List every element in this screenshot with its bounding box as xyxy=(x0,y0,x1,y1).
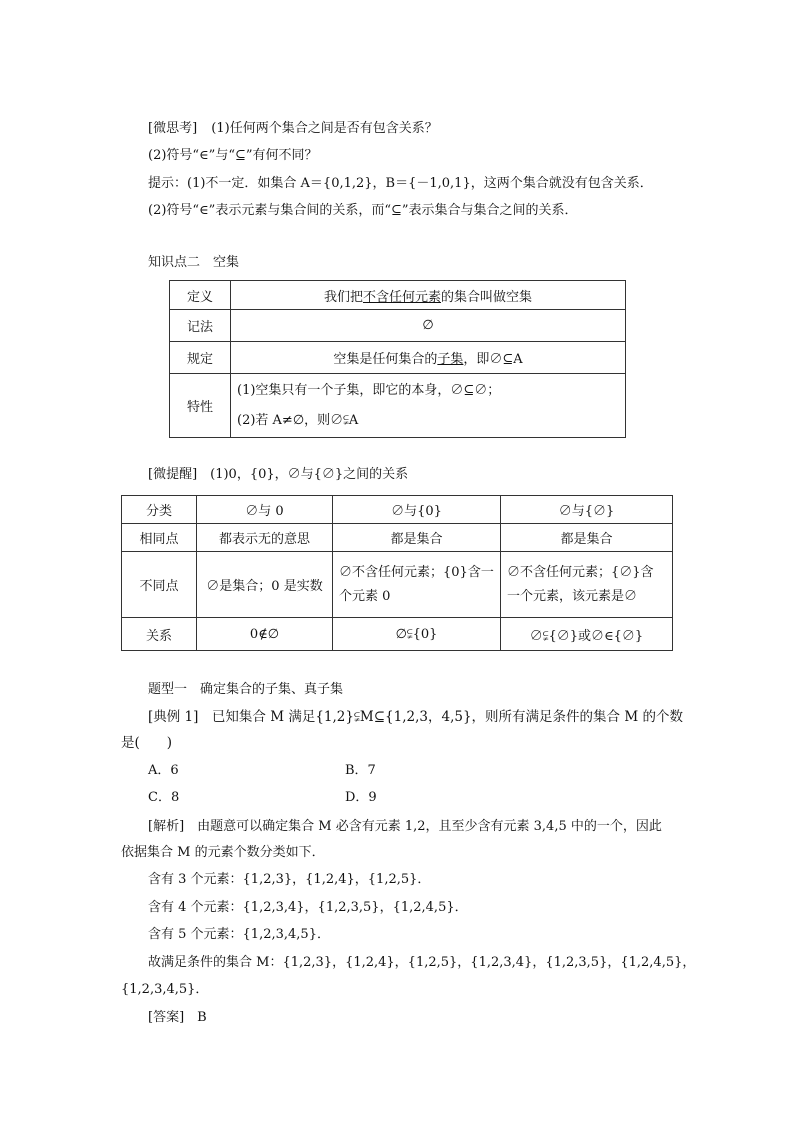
table2-cell: 都表示无的意思 xyxy=(197,524,333,552)
table2-cell: 0∉∅ xyxy=(197,618,333,651)
answer: [答案] B xyxy=(148,1010,207,1025)
solution-line: 含有 5 个元素：{1,2,3,4,5}． xyxy=(148,927,330,942)
table2-cell: 都是集合 xyxy=(501,524,673,552)
think-q1: (1)任何两个集合之间是否有包含关系？ xyxy=(211,121,438,136)
table1-value-notation: ∅ xyxy=(231,310,626,342)
think-question-1 xyxy=(148,120,438,138)
solution-line: {1,2,3,4,5}． xyxy=(121,982,209,997)
table1-value-def: 我们把不含任何元素的集合叫做空集 xyxy=(231,281,626,310)
table2-header: ∅与{∅} xyxy=(501,496,673,524)
think-tag: [微思考] xyxy=(148,121,198,136)
think-q2: (2)符号“∈”与“⊆”有何不同？ xyxy=(148,148,318,163)
option-b: B．7 xyxy=(345,763,376,778)
type-title: 题型一 确定集合的子集、真子集 xyxy=(148,682,344,697)
think-hint-1: 提示：(1)不一定．如集合 A＝{0,1,2}，B＝{－1,0,1}，这两个集合就没有包含关系． xyxy=(148,176,653,191)
empty-set-table xyxy=(169,280,626,438)
table1-key-rule: 规定 xyxy=(170,342,231,374)
table1-key-def: 定义 xyxy=(170,281,231,310)
solution-line: 含有 3 个元素：{1,2,3}，{1,2,4}，{1,2,5}． xyxy=(148,872,431,887)
comparison-table xyxy=(121,495,673,651)
option-a: A．6 xyxy=(148,763,179,778)
table1-key-notation: 记法 xyxy=(170,310,231,342)
table2-cell: ∅⫋{0} xyxy=(333,618,501,651)
table2-cell: ∅⫋{∅}或∅∈{∅} xyxy=(501,618,673,651)
table2-cell: ∅不含任何元素；{∅}含一个元素，该元素是∅ xyxy=(501,552,673,618)
table2-cell: ∅不含任何元素；{0}含一个元素 0 xyxy=(333,552,501,618)
table2-header: 分类 xyxy=(122,496,197,524)
solution-line: 依据集合 M 的元素个数分类如下． xyxy=(121,845,325,860)
option-c: C．8 xyxy=(148,790,180,805)
table2-cell: 相同点 xyxy=(122,524,197,552)
solution-line: 故满足条件的集合 M：{1,2,3}，{1,2,4}，{1,2,5}，{1,2,3,4}，{1,2,3,5}，{1,2,4,5}， xyxy=(148,955,696,970)
section-title: 知识点二 空集 xyxy=(148,255,240,270)
table1-value-rule: 空集是任何集合的子集，即∅⊆A xyxy=(231,342,626,374)
solution-line: 含有 4 个元素：{1,2,3,4}，{1,2,3,5}，{1,2,4,5}． xyxy=(148,900,468,915)
example-line-1: [典例 1] 已知集合 M 满足{1,2}⫋M⊆{1,2,3，4,5}，则所有满足条件的集合 M 的个数 xyxy=(148,709,683,725)
example-line-2: 是( ) xyxy=(121,735,173,751)
solution-line: [解析] 由题意可以确定集合 M 必含有元素 1,2，且至少含有元素 3,4,5 中的一个，因此 xyxy=(148,819,662,834)
remind-title: [微提醒] (1)0，{0}，∅与{∅}之间的关系 xyxy=(148,467,409,482)
think-hint-2: (2)符号“∈”表示元素与集合间的关系，而“⊆”表示集合与集合之间的关系． xyxy=(148,203,578,218)
table1-value-property: (1)空集只有一个子集，即它的本身，∅⊆∅； (2)若 A≠∅，则∅⫋A xyxy=(231,374,626,438)
table2-cell: ∅是集合；0 是实数 xyxy=(197,552,333,618)
table2-cell: 都是集合 xyxy=(333,524,501,552)
table2-header: ∅与{0} xyxy=(333,496,501,524)
table2-header: ∅与 0 xyxy=(197,496,333,524)
table2-cell: 不同点 xyxy=(122,552,197,618)
table2-cell: 关系 xyxy=(122,618,197,651)
option-d: D．9 xyxy=(345,790,377,805)
table1-key-property: 特性 xyxy=(170,374,231,438)
